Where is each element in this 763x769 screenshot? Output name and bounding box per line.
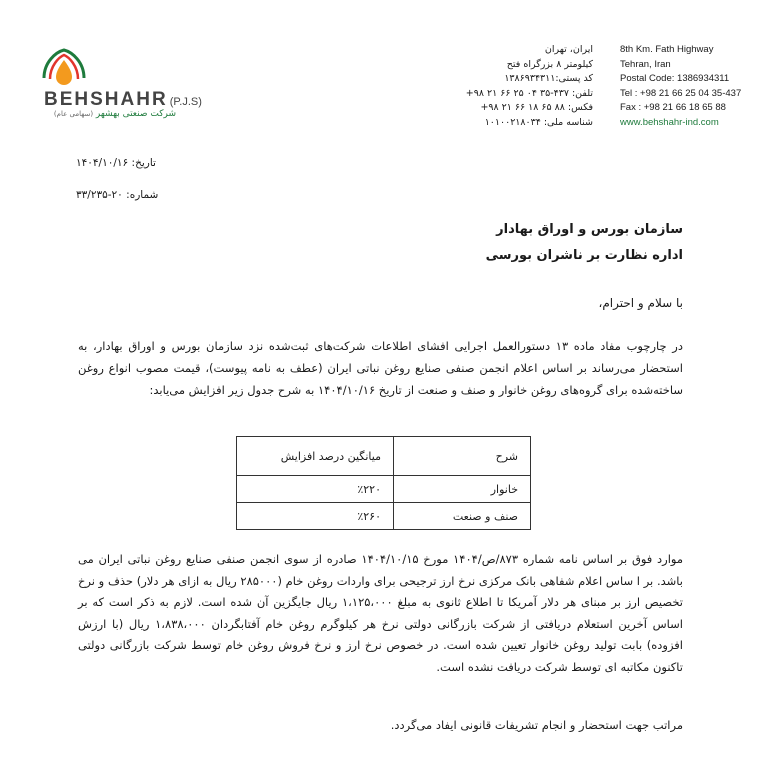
paragraph-intro: در چارچوب مفاد ماده ۱۳ دستورالعمل اجرایی افشای اطلاعات شرکت‌های ثبت‌شده نزد سازمان بورس و اوراق بهادار، به استحضار می‌رساند بر اساس اعلام انجمن صنفی صنایع روغن نباتی ایران (عطف به نامه پیوست)، قیمت مصوب انواع روغن ساخته‌شده برای گروه‌های روغن خانوار و صنف و صنعت از تاریخ ۱۴۰۴/۱۰/۱۶ به شرح جدول زیر افزایش می‌یابد: <box>78 339 683 397</box>
table-row <box>237 503 531 530</box>
greeting: با سلام و احترام، <box>598 296 683 310</box>
paragraph-details: موارد فوق بر اساس نامه شماره ۸۷۳/ص/۱۴۰۴ مورخ ۱۴۰۴/۱۰/۱۵ صادره از سوی انجمن صنفی صنایع روغن نباتی ایران می باشد. بر ا ساس اعلام شفاهی بانک مرکزی نرخ ارز ترجیحی برای واردات روغن خام (۲۸۵۰۰۰ ریال به ازای هر دلار) حذف و نرخ تخصیص ارز بر مبنای هر دلار آمریکا تا اطلاع ثانوی به مبلغ ۱،۱۲۵،۰۰۰ ریال جایگزین آن شده است. لازم به ذکر است که بر اساس آخرین استعلام دریافتی از شرکت بازرگانی دولتی نرخ هر کیلوگرم روغن خام آفتابگردان ۱،۸۳۸،۰۰۰ ریال (با ارزش افزوده) بابت تولید روغن خانوار تعیین شده است. در خصوص نرخ ارز و نرخ فروش روغن خام توسط شرکت بازرگانی دولتی تاکنون مکاتبه ای توسط شرکت دریافت نشده است. <box>78 552 684 674</box>
table-header-cell: شرح <box>394 437 531 476</box>
table-header-cell: میانگین درصد افزایش <box>237 437 394 476</box>
recipient-line-2: اداره نظارت بر ناشران بورسی <box>485 248 683 263</box>
letter-date <box>76 157 156 169</box>
logo-persian-name <box>46 109 176 119</box>
table-row <box>237 476 531 503</box>
address-fa-line: فکس: ۸۸ ۶۵ ۱۸ ۶۶ ۲۱ ۹۸+ <box>480 102 593 113</box>
address-en-line: Postal Code: 1386934311 <box>620 73 730 84</box>
number-value: ۲۰-۳۳/۲۳۵ <box>76 189 123 201</box>
address-fa-line: ایران، تهران <box>544 44 593 55</box>
address-en-line: Tel : +98 21 66 25 04 35-437 <box>620 87 742 99</box>
behshahr-logo-icon <box>40 46 88 88</box>
closing-line: مراتب جهت استحضار و انجام تشریفات قانونی ایفاد می‌گردد. <box>390 718 683 732</box>
address-fa-line: کیلومتر ۸ بزرگراه فتح <box>506 58 593 70</box>
logo-suffix: (P.J.S) <box>169 96 202 108</box>
table-cell: ٪۲۲۰ <box>237 476 394 503</box>
address-en-line: 8th Km. Fath Highway <box>620 44 714 55</box>
letter-number <box>76 189 158 201</box>
website-link[interactable]: www.behshahr-ind.com <box>620 116 719 128</box>
date-value: ۱۴۰۴/۱۰/۱۶ <box>76 157 129 169</box>
logo-persian-suffix: (سهامی عام) <box>53 110 94 118</box>
address-en-line: Tehran, Iran <box>620 58 671 70</box>
table-cell: خانوار <box>394 476 531 503</box>
table-cell: صنف و صنعت <box>394 503 531 530</box>
address-fa-line: شناسه ملی: ۱۰۱۰۰۲۱۸۰۳۴ <box>484 116 593 128</box>
address-fa-line: کد پستی:۱۳۸۶۹۳۴۳۱۱ <box>504 73 593 84</box>
number-label: شماره: <box>126 189 159 201</box>
logo-name: BEHSHAHR <box>44 89 168 110</box>
address-persian <box>413 43 593 130</box>
address-english <box>620 43 760 130</box>
table-header-row <box>237 437 531 476</box>
table-cell: ٪۲۶۰ <box>237 503 394 530</box>
recipient-line-1: سازمان بورس و اوراق بهادار <box>496 222 683 237</box>
logo-persian-text: شرکت صنعتی بهشهر <box>95 109 176 119</box>
address-fa-line: تلفن: ۴۳۷-۳۵ ۰۴ ۲۵ ۶۶ ۲۱ ۹۸+ <box>465 87 593 99</box>
address-en-line: Fax : +98 21 66 18 65 88 <box>620 102 726 113</box>
company-logo-text <box>44 89 202 111</box>
date-label: تاریخ: <box>131 157 156 169</box>
price-increase-table <box>236 436 531 530</box>
